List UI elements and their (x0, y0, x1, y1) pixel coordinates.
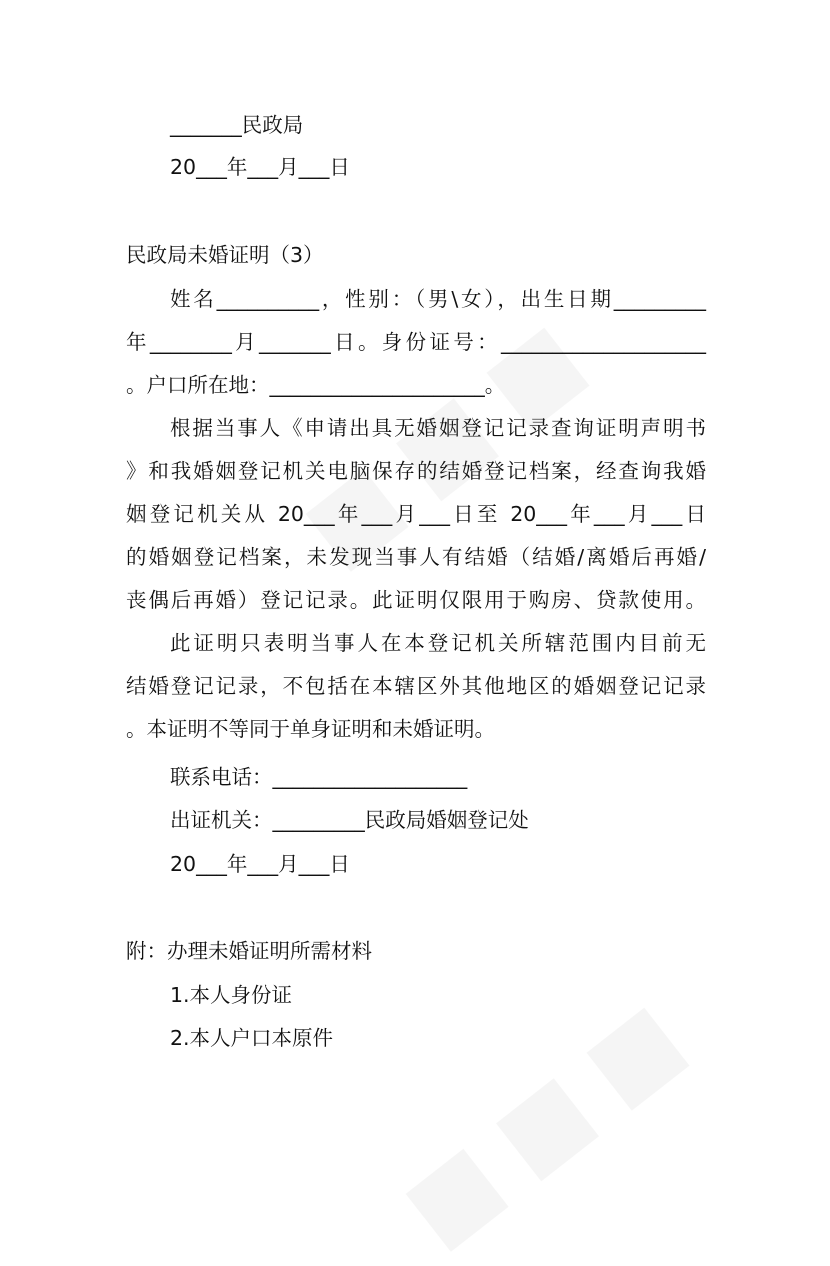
paragraph2-line: 此证明只表明当事人在本登记机关所辖范围内目前无 (170, 631, 706, 655)
paragraph1-line: 的婚姻登记档案，未发现当事人有结婚（结婚/离婚后再婚/ (126, 545, 706, 569)
attachment-item: 2.本人户口本原件 (170, 1026, 334, 1050)
watermark (382, 966, 722, 1266)
personal-info-line: 年________月_______日。身份证号：____________________ (126, 330, 706, 354)
issuer-line: 出证机关：_________民政局婚姻登记处 (170, 808, 529, 832)
contact-phone-line: 联系电话：___________________ (170, 765, 468, 789)
bureau-line: _______民政局 (170, 113, 304, 137)
attachment-item: 1.本人身份证 (170, 983, 293, 1007)
date-line: 20___年___月___日 (170, 155, 350, 179)
paragraph1-line: 丧偶后再婚）登记记录。此证明仅限用于购房、贷款使用。 (126, 588, 706, 612)
personal-info-line: 。户口所在地：_____________________。 (126, 373, 506, 397)
paragraph1-line: 根据当事人《申请出具无婚姻登记记录查询证明声明书 (170, 416, 706, 440)
paragraph1-line: 》和我婚姻登记机关电脑保存的结婚登记档案，经查询我婚 (126, 459, 706, 483)
issue-date-line: 20___年___月___日 (170, 852, 350, 876)
paragraph1-line: 姻登记机关从 20___年___月___日至 20___年___月___日 (126, 502, 706, 526)
paragraph2-line: 结婚登记记录，不包括在本辖区外其他地区的婚姻登记记录 (126, 674, 706, 698)
attachment-title: 附：办理未婚证明所需材料 (126, 939, 372, 963)
certificate-title: 民政局未婚证明（3） (126, 243, 324, 267)
personal-info-line: 姓名__________，性别：（男\女），出生日期_________ (170, 287, 706, 311)
paragraph2-line: 。本证明不等同于单身证明和未婚证明。 (126, 717, 495, 741)
